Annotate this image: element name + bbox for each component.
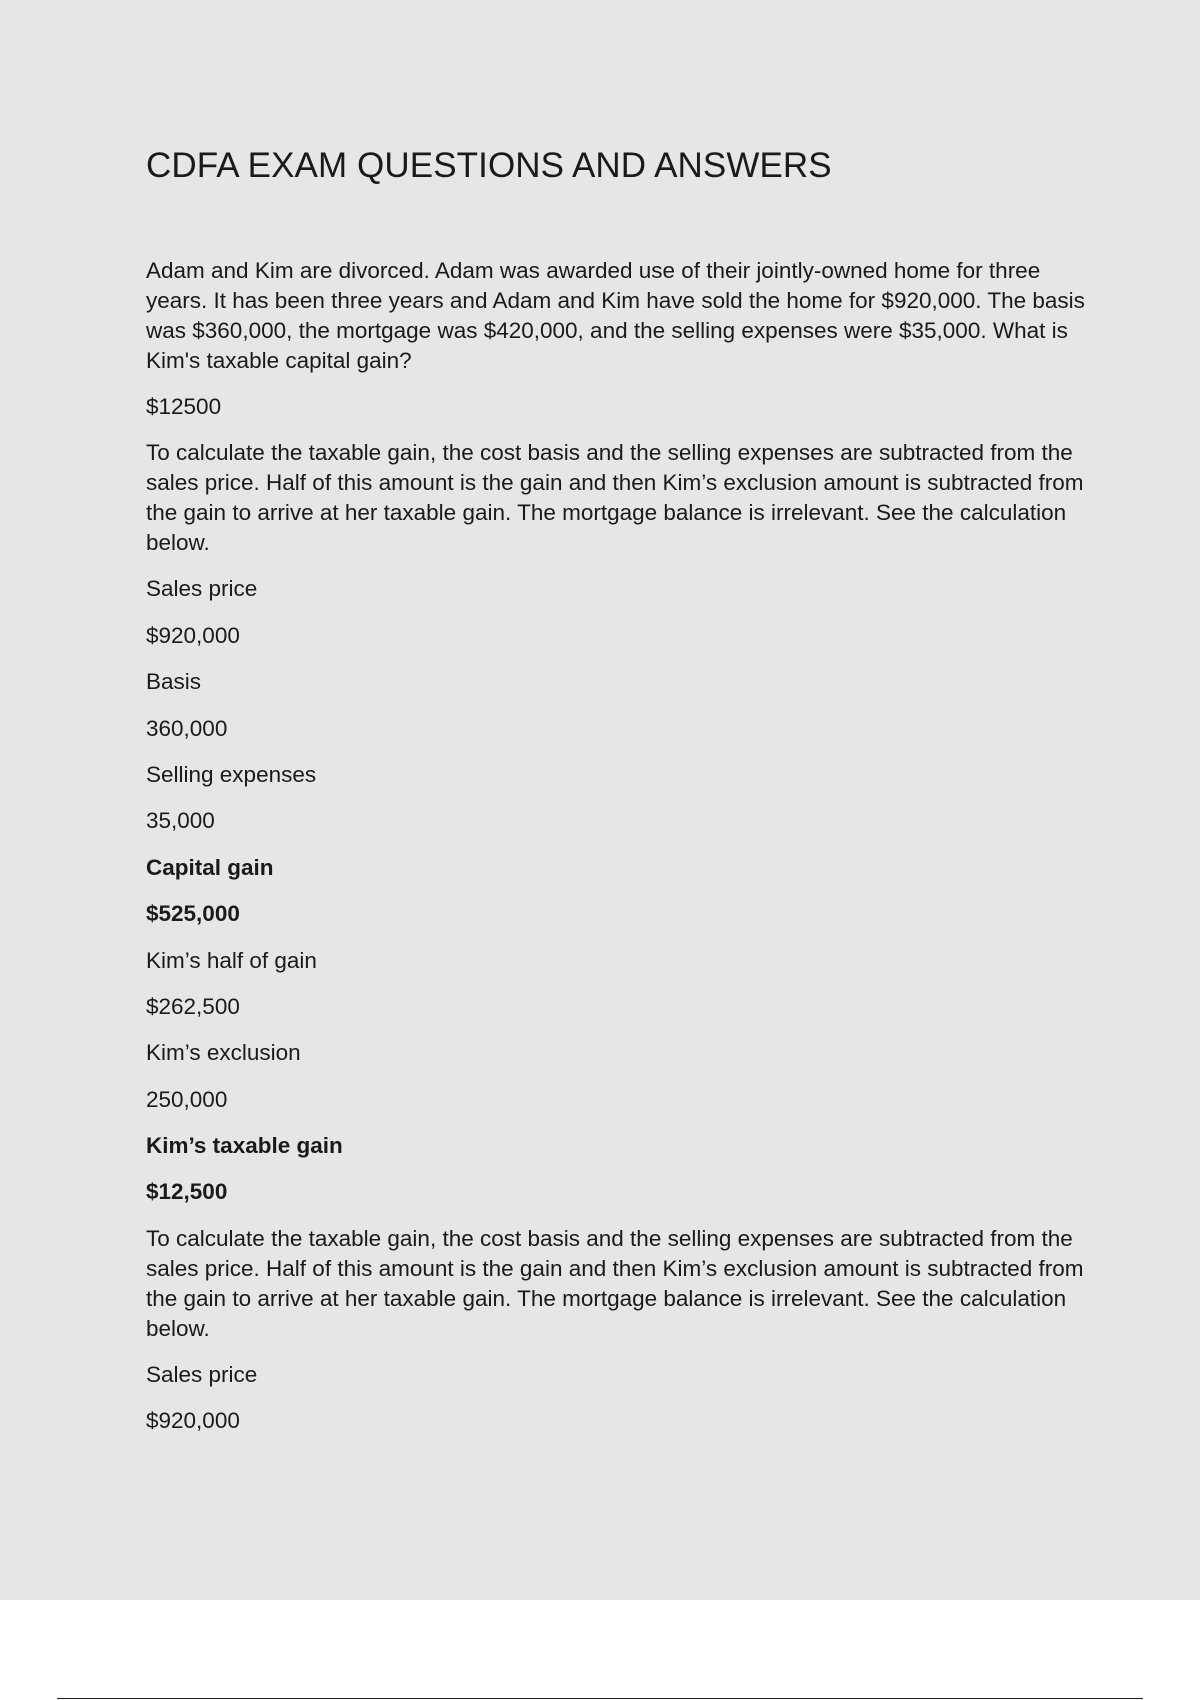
- calc-line: Sales price: [146, 1361, 258, 1387]
- calc-line: Basis: [146, 669, 202, 695]
- calc-line: Selling expenses: [146, 761, 317, 787]
- calc-line-bold: Kim’s taxable gain: [146, 1133, 343, 1159]
- calc-line: 35,000: [146, 808, 215, 834]
- calc-line-bold: $12,500: [146, 1179, 228, 1205]
- answer-text: $12500: [146, 394, 222, 419]
- footer-divider: [57, 1698, 1143, 1699]
- calc-line: 250,000: [146, 1086, 228, 1112]
- calc-line-bold: Capital gain: [146, 854, 274, 880]
- calc-line: 360,000: [146, 715, 228, 741]
- question-text: Adam and Kim are divorced. Adam was awarded use of their jointly-owned home for three years. It has been three years and Adam and Kim have sold the home for $920,000. The basis was $360,000, the mortgage was $420,000, and the selling expenses were $35,000. What is Kim's taxable capital gain?: [146, 258, 1085, 373]
- calc-line: Kim’s half of gain: [146, 947, 317, 973]
- calc-line: $262,500: [146, 993, 240, 1019]
- calc-line: Sales price: [146, 576, 258, 602]
- calc-line: $920,000: [146, 622, 240, 648]
- explanation-text: To calculate the taxable gain, the cost basis and the selling expenses are subtracted from the sales price. Half of this amount is the gain and then Kim’s exclusion amount is subtracted from the gain to arrive at her taxable gain. The mortgage balance is irrelevant. See the calculation below.: [146, 1225, 1084, 1341]
- document-content: [146, 140, 1106, 1453]
- calc-line: Kim’s exclusion: [146, 1040, 301, 1066]
- page-title: CDFA EXAM QUESTIONS AND ANSWERS: [146, 146, 832, 185]
- explanation-text: To calculate the taxable gain, the cost basis and the selling expenses are subtracted from the sales price. Half of this amount is the gain and then Kim’s exclusion amount is subtracted from the gain to arrive at her taxable gain. The mortgage balance is irrelevant. See the calculation below.: [146, 440, 1084, 556]
- calc-line: $920,000: [146, 1408, 240, 1434]
- calc-line-bold: $525,000: [146, 901, 240, 927]
